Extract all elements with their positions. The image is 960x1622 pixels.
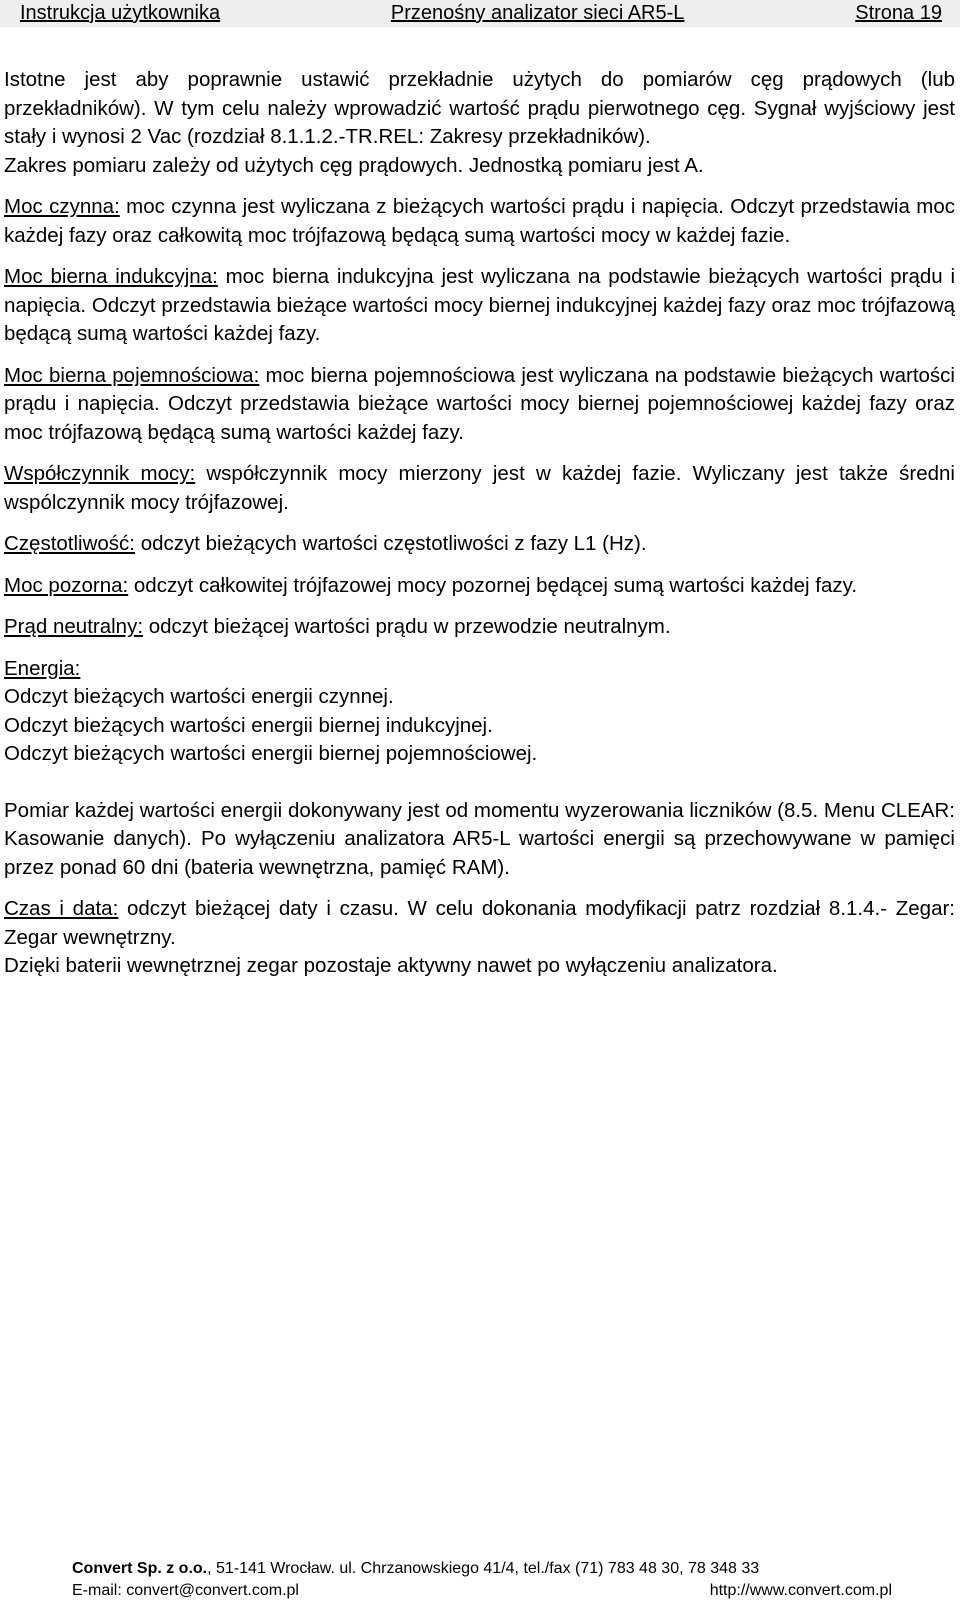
- capacitive-power-paragraph: [4, 362, 955, 448]
- page-footer: [72, 1558, 892, 1602]
- energy-term: Energia:: [4, 656, 81, 680]
- capacitive-power-term: Moc bierna pojemnościowa:: [4, 363, 260, 387]
- time-date-term: Czas i data:: [4, 897, 119, 920]
- footer-website[interactable]: http://www.convert.com.pl: [709, 1582, 892, 1599]
- time-date-paragraph: [4, 895, 955, 952]
- frequency-paragraph: [4, 530, 955, 559]
- footer-address: , 51-141 Wrocław. ul. Chrzanowskiego 41/4, tel./fax (71) 783 48 30, 78 348 33: [207, 1560, 760, 1577]
- active-power-paragraph: [4, 193, 955, 250]
- inductive-power-text: moc bierna indukcyjna jest wyliczana na podstawie bieżących wartości prądu i napięcia. Odczyt przedstawia bieżące wartości mocy biernej indukcyjnej każdej fazy oraz moc trójfazową będącą sumą wartości każdej fazy.: [4, 265, 956, 345]
- inductive-power-paragraph: [4, 263, 955, 349]
- footer-email[interactable]: E-mail: convert@convert.com.pl: [72, 1582, 299, 1599]
- intro-paragraph: Istotne jest aby poprawnie ustawić przekładnie użytych do pomiarów cęg prądowych (lub przekładników). W tym celu należy wprowadzić wartość prądu pierwotnego cęg. Sygnał wyjściowy jest stały i wynosi 2 Vac (rozdział 8.1.1.2.-TR.REL: Zakresy przekładników).: [4, 68, 955, 148]
- energy-active-line: Odczyt bieżących wartości energii czynnej.: [4, 685, 394, 708]
- document-body: [4, 66, 955, 981]
- energy-note-paragraph: Pomiar każdej wartości energii dokonywany jest od momentu wyzerowania liczników (8.5. Menu CLEAR: Kasowanie danych). Po wyłączeniu analizatora AR5-L wartości energii są przechowywane w pamięci przez ponad 60 dni (bateria wewnętrzna, pamięć RAM).: [4, 798, 955, 879]
- neutral-current-paragraph: [4, 613, 955, 642]
- frequency-term: Częstotliwość:: [4, 532, 136, 555]
- footer-contact-line: [72, 1580, 892, 1602]
- frequency-text: odczyt bieżących wartości częstotliwości z fazy L1 (Hz).: [135, 532, 647, 555]
- neutral-current-term: Prąd neutralny:: [4, 615, 144, 638]
- inductive-power-term: Moc bierna indukcyjna:: [4, 265, 218, 288]
- active-power-term: Moc czynna:: [4, 195, 120, 218]
- battery-note: Dzięki baterii wewnętrznej zegar pozostaje aktywny nawet po wyłączeniu analizatora.: [4, 954, 778, 977]
- time-date-text: odczyt bieżącej daty i czasu. W celu dokonania modyfikacji patrz rozdział 8.1.4.- Zegar: Zegar wewnętrzny.: [4, 897, 956, 949]
- range-paragraph: Zakres pomiaru zależy od użytych cęg prądowych. Jednostką pomiaru jest A.: [4, 153, 704, 177]
- active-power-text: moc czynna jest wyliczana z bieżących wartości prądu i napięcia. Odczyt przedstawia moc każdej fazy oraz całkowitą moc trójfazową będącą sumą wartości mocy w każdej fazie.: [4, 195, 955, 247]
- footer-company: Convert Sp. z o.o.: [72, 1560, 208, 1577]
- header-page-number: Strona 19: [855, 2, 942, 24]
- energy-heading: [4, 655, 955, 684]
- power-factor-paragraph: [4, 460, 955, 517]
- neutral-current-text: odczyt bieżącej wartości prądu w przewodzie neutralnym.: [143, 615, 671, 638]
- page-header: [0, 0, 960, 27]
- apparent-power-text: odczyt całkowitej trójfazowej mocy pozornej będącej sumą wartości każdej fazy.: [128, 573, 858, 597]
- power-factor-text: współczynnik mocy mierzony jest w każdej fazie. Wyliczany jest także średni wspólczynnik mocy trójfazowej.: [4, 462, 955, 514]
- power-factor-term: Współczynnik mocy:: [4, 462, 196, 485]
- apparent-power-term: Moc pozorna:: [4, 573, 129, 597]
- apparent-power-paragraph: [4, 572, 955, 601]
- capacitive-power-text: moc bierna pojemnościowa jest wyliczana na podstawie bieżących wartości prądu i napięcia. Odczyt przedstawia bieżące wartości mocy biernej pojemnościowej każdej fazy oraz moc trójfazową będącą sumą wartości każdej fazy.: [4, 363, 955, 444]
- header-product-name: Przenośny analizator sieci AR5-L: [390, 2, 685, 24]
- footer-address-line: [72, 1558, 892, 1580]
- header-manual-title: Instrukcja użytkownika: [20, 2, 221, 24]
- energy-inductive-line: Odczyt bieżących wartości energii biernej indukcyjnej.: [4, 713, 493, 737]
- energy-capacitive-line: Odczyt bieżących wartości energii biernej pojemnościowej.: [4, 742, 538, 765]
